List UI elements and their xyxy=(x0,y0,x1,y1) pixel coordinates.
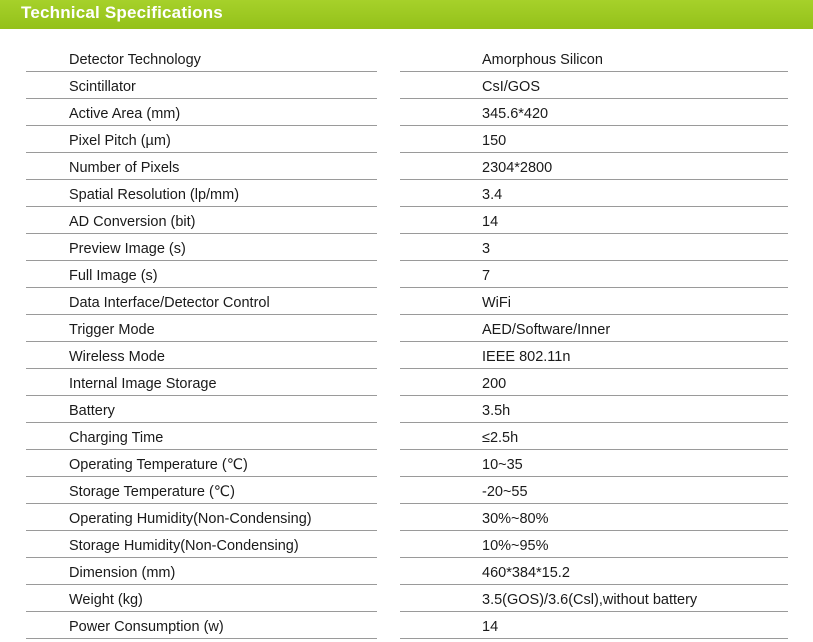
spec-row xyxy=(0,397,813,424)
spec-table xyxy=(0,46,813,640)
spec-row xyxy=(0,370,813,397)
spec-value: 460*384*15.2 xyxy=(400,559,788,585)
spec-value: 150 xyxy=(400,127,788,153)
spec-row xyxy=(0,478,813,505)
spec-value: 10~35 xyxy=(400,451,788,477)
spec-value: WiFi xyxy=(400,289,788,315)
spec-label: Preview Image (s) xyxy=(26,235,377,261)
spec-row xyxy=(0,451,813,478)
spec-label: Full Image (s) xyxy=(26,262,377,288)
spec-row xyxy=(0,208,813,235)
spec-value: IEEE 802.11n xyxy=(400,343,788,369)
spec-row xyxy=(0,316,813,343)
spec-label: Wireless Mode xyxy=(26,343,377,369)
spec-value: 14 xyxy=(400,208,788,234)
spec-row xyxy=(0,289,813,316)
spec-value: Amorphous Silicon xyxy=(400,46,788,72)
spec-row xyxy=(0,505,813,532)
spec-row xyxy=(0,613,813,640)
spec-label: Power Consumption (w) xyxy=(26,613,377,639)
spec-label: Weight (kg) xyxy=(26,586,377,612)
section-title: Technical Specifications xyxy=(21,3,223,22)
spec-label: Storage Humidity(Non-Condensing) xyxy=(26,532,377,558)
spec-label: Pixel Pitch (µm) xyxy=(26,127,377,153)
spec-row xyxy=(0,343,813,370)
spec-value: 3.5(GOS)/3.6(Csl),without battery xyxy=(400,586,788,612)
spec-value: 2304*2800 xyxy=(400,154,788,180)
spec-value: 7 xyxy=(400,262,788,288)
spec-row xyxy=(0,235,813,262)
spec-value: 345.6*420 xyxy=(400,100,788,126)
spec-label: Battery xyxy=(26,397,377,423)
spec-row xyxy=(0,46,813,73)
spec-value: AED/Software/Inner xyxy=(400,316,788,342)
spec-label: Dimension (mm) xyxy=(26,559,377,585)
spec-row xyxy=(0,559,813,586)
spec-label: AD Conversion (bit) xyxy=(26,208,377,234)
spec-value: 10%~95% xyxy=(400,532,788,558)
spec-value: 3.4 xyxy=(400,181,788,207)
spec-value: 3.5h xyxy=(400,397,788,423)
spec-row xyxy=(0,532,813,559)
spec-value: ≤2.5h xyxy=(400,424,788,450)
spec-row xyxy=(0,262,813,289)
spec-label: Active Area (mm) xyxy=(26,100,377,126)
spec-label: Spatial Resolution (lp/mm) xyxy=(26,181,377,207)
spec-value: 3 xyxy=(400,235,788,261)
spec-label: Number of Pixels xyxy=(26,154,377,180)
spec-row xyxy=(0,586,813,613)
spec-row xyxy=(0,100,813,127)
spec-label: Internal Image Storage xyxy=(26,370,377,396)
spec-label: Data Interface/Detector Control xyxy=(26,289,377,315)
spec-row xyxy=(0,73,813,100)
spec-value: 14 xyxy=(400,613,788,639)
spec-label: Charging Time xyxy=(26,424,377,450)
spec-label: Detector Technology xyxy=(26,46,377,72)
spec-row xyxy=(0,181,813,208)
spec-row xyxy=(0,424,813,451)
spec-value: 30%~80% xyxy=(400,505,788,531)
spec-label: Scintillator xyxy=(26,73,377,99)
spec-row xyxy=(0,154,813,181)
section-header xyxy=(0,0,813,29)
spec-value: -20~55 xyxy=(400,478,788,504)
spec-label: Operating Humidity(Non-Condensing) xyxy=(26,505,377,531)
spec-value: 200 xyxy=(400,370,788,396)
spec-value: CsI/GOS xyxy=(400,73,788,99)
spec-label: Storage Temperature (℃) xyxy=(26,478,377,504)
spec-label: Operating Temperature (℃) xyxy=(26,451,377,477)
spec-row xyxy=(0,127,813,154)
spec-label: Trigger Mode xyxy=(26,316,377,342)
